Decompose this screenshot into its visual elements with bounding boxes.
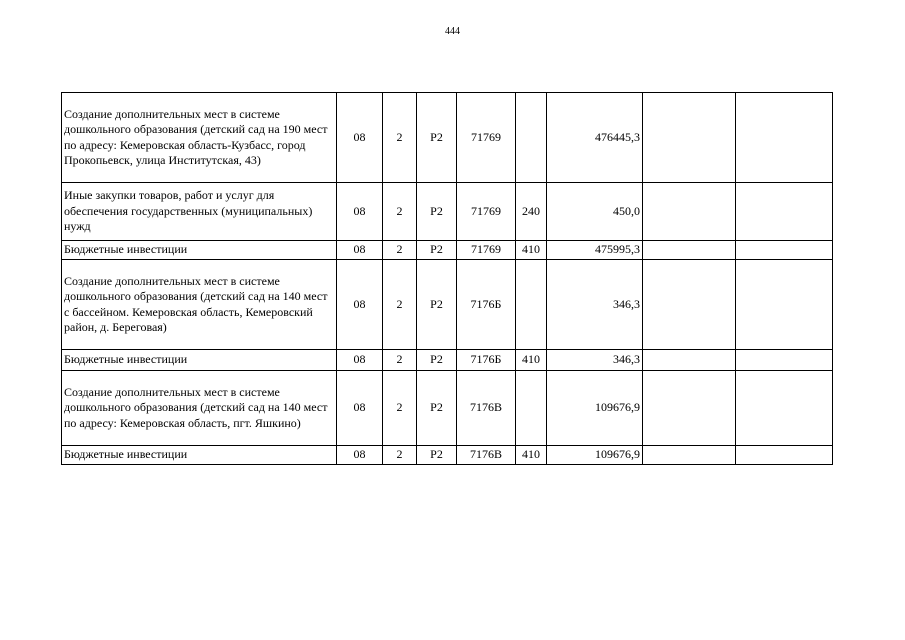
subsection-cell: 2 — [383, 93, 417, 183]
program-cell: Р2 — [417, 260, 457, 350]
row-name-cell: Иные закупки товаров, работ и услуг для обеспечения государственных (муниципальных) нужд — [62, 183, 337, 241]
empty-cell — [643, 371, 736, 446]
empty-cell — [643, 183, 736, 241]
empty-cell — [643, 446, 736, 465]
subsection-cell: 2 — [383, 183, 417, 241]
expense-type-cell: 410 — [516, 241, 547, 260]
sum-cell: 450,0 — [547, 183, 643, 241]
sum-cell: 476445,3 — [547, 93, 643, 183]
row-name-cell: Создание дополнительных мест в системе дошкольного образования (детский сад на 190 мест по адресу: Кемеровская область-Кузбасс, город Прокопьевск, улица Институтская, 43) — [62, 93, 337, 183]
row-name-cell: Создание дополнительных мест в системе дошкольного образования (детский сад на 140 мест по адресу: Кемеровская область, пгт. Яшкино) — [62, 371, 337, 446]
code-cell: 71769 — [457, 183, 516, 241]
program-cell: Р2 — [417, 183, 457, 241]
table-row — [62, 260, 833, 350]
empty-cell — [643, 93, 736, 183]
table-row — [62, 446, 833, 465]
row-name-cell: Бюджетные инвестиции — [62, 446, 337, 465]
expense-type-cell — [516, 260, 547, 350]
table-row — [62, 241, 833, 260]
table-row — [62, 93, 833, 183]
subsection-cell: 2 — [383, 371, 417, 446]
row-name-cell: Создание дополнительных мест в системе дошкольного образования (детский сад на 140 мест с бассейном. Кемеровская область, Кемеровский район, д. Береговая) — [62, 260, 337, 350]
subsection-cell: 2 — [383, 446, 417, 465]
section-cell: 08 — [337, 371, 383, 446]
empty-cell — [736, 371, 833, 446]
expense-type-cell: 410 — [516, 446, 547, 465]
empty-cell — [643, 260, 736, 350]
code-cell: 71769 — [457, 93, 516, 183]
program-cell: Р2 — [417, 241, 457, 260]
code-cell: 7176Б — [457, 260, 516, 350]
empty-cell — [736, 183, 833, 241]
table-row — [62, 183, 833, 241]
sum-cell: 109676,9 — [547, 446, 643, 465]
code-cell: 71769 — [457, 241, 516, 260]
expense-type-cell: 410 — [516, 350, 547, 371]
sum-cell: 346,3 — [547, 350, 643, 371]
empty-cell — [736, 446, 833, 465]
empty-cell — [736, 241, 833, 260]
empty-cell — [736, 350, 833, 371]
code-cell: 7176В — [457, 446, 516, 465]
sum-cell: 109676,9 — [547, 371, 643, 446]
section-cell: 08 — [337, 446, 383, 465]
expense-type-cell: 240 — [516, 183, 547, 241]
empty-cell — [643, 241, 736, 260]
table-row — [62, 371, 833, 446]
empty-cell — [736, 93, 833, 183]
subsection-cell: 2 — [383, 260, 417, 350]
empty-cell — [736, 260, 833, 350]
row-name-cell: Бюджетные инвестиции — [62, 241, 337, 260]
sum-cell: 346,3 — [547, 260, 643, 350]
subsection-cell: 2 — [383, 350, 417, 371]
row-name-cell: Бюджетные инвестиции — [62, 350, 337, 371]
program-cell: Р2 — [417, 350, 457, 371]
budget-table — [61, 92, 833, 465]
expense-type-cell — [516, 93, 547, 183]
section-cell: 08 — [337, 93, 383, 183]
program-cell: Р2 — [417, 93, 457, 183]
table-row — [62, 350, 833, 371]
page-number: 444 — [445, 26, 460, 37]
section-cell: 08 — [337, 183, 383, 241]
program-cell: Р2 — [417, 371, 457, 446]
empty-cell — [643, 350, 736, 371]
section-cell: 08 — [337, 260, 383, 350]
expense-type-cell — [516, 371, 547, 446]
program-cell: Р2 — [417, 446, 457, 465]
code-cell: 7176В — [457, 371, 516, 446]
sum-cell: 475995,3 — [547, 241, 643, 260]
subsection-cell: 2 — [383, 241, 417, 260]
section-cell: 08 — [337, 350, 383, 371]
code-cell: 7176Б — [457, 350, 516, 371]
section-cell: 08 — [337, 241, 383, 260]
